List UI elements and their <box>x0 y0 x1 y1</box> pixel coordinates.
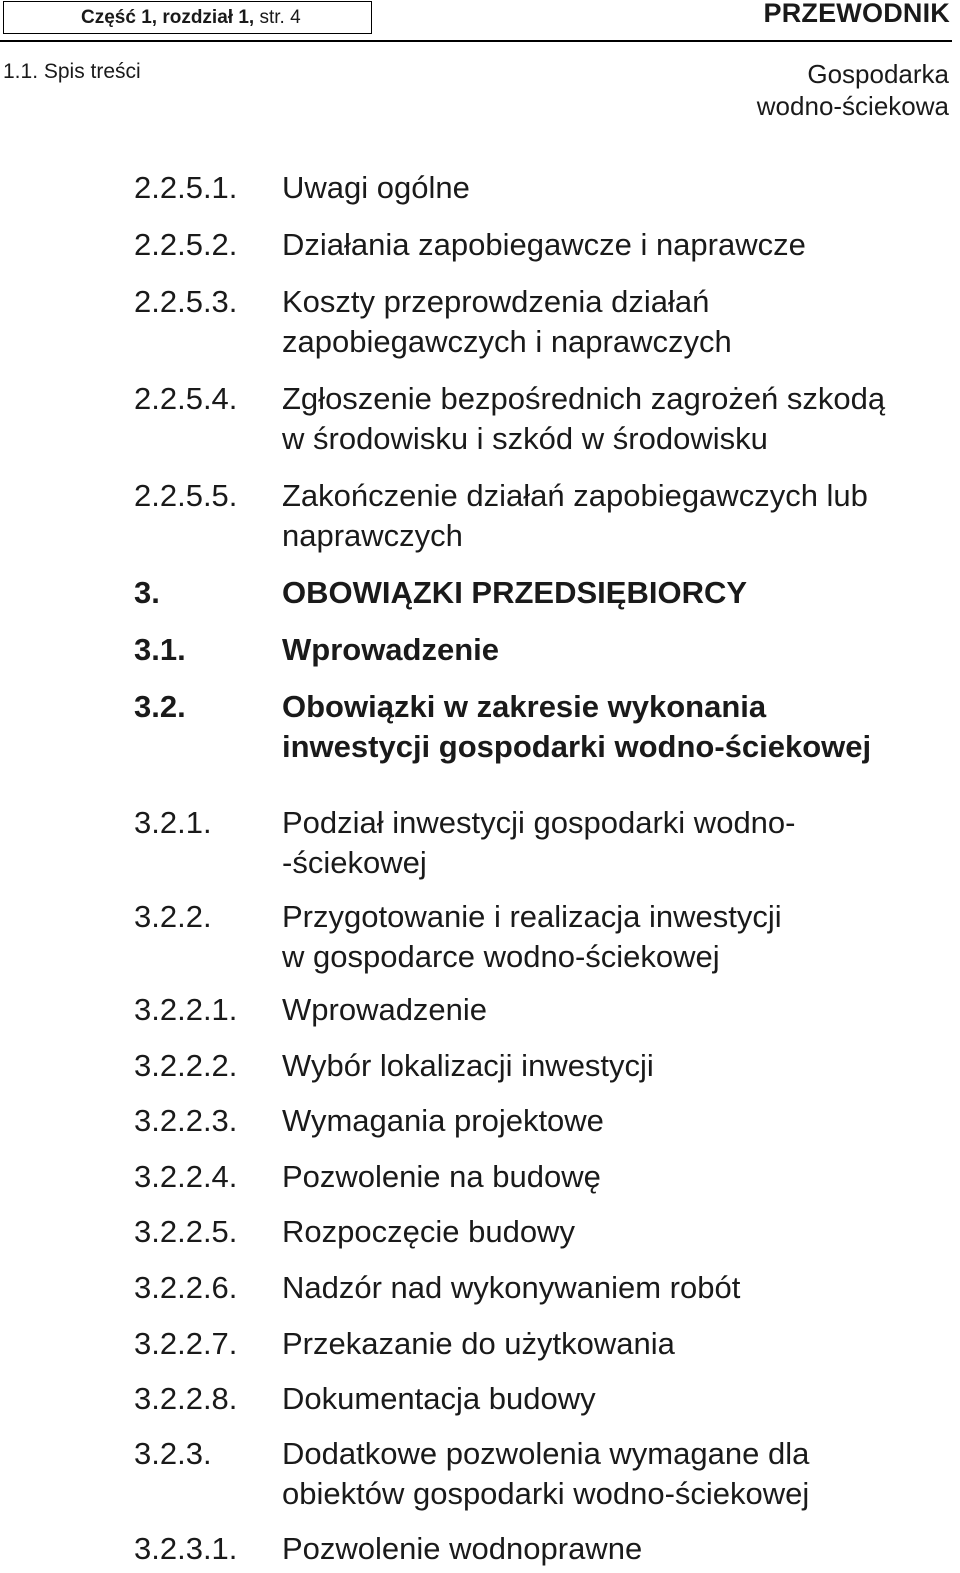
guide-title: PRZEWODNIK <box>763 0 950 28</box>
toc-number: 3.1. <box>134 632 186 667</box>
toc-number: 3. <box>134 575 160 610</box>
toc-number: 2.2.5.4. <box>134 381 238 416</box>
toc-number: 3.2.2.7. <box>134 1326 238 1361</box>
toc-number: 3.2.2. <box>134 899 212 934</box>
toc-number: 2.2.5.5. <box>134 478 238 513</box>
toc-title: Pozwolenie na budowę <box>282 1159 601 1194</box>
toc-title: Przygotowanie i realizacja inwestycji w gospodarce wodno-ściekowej <box>282 899 782 974</box>
toc-title: Nadzór nad wykonywaniem robót <box>282 1270 741 1305</box>
toc-title: OBOWIĄZKI PRZEDSIĘBIORCY <box>282 575 748 610</box>
toc-title: Zakończenie działań zapobiegawczych lub naprawczych <box>282 478 868 553</box>
toc-title: Wybór lokalizacji inwestycji <box>282 1048 654 1083</box>
toc-number: 2.2.5.3. <box>134 284 238 319</box>
toc-number: 3.2.2.2. <box>134 1048 238 1083</box>
toc-title: Uwagi ogólne <box>282 170 470 205</box>
toc-title: Wprowadzenie <box>282 992 488 1027</box>
toc-title: Dokumentacja budowy <box>282 1381 596 1416</box>
toc-title: Wprowadzenie <box>282 632 500 667</box>
toc-title: Działania zapobiegawcze i naprawcze <box>282 227 806 262</box>
toc-number: 3.2.2.8. <box>134 1381 238 1416</box>
toc-title: Koszty przeprowdzenia działań zapobiegawczych i naprawczych <box>282 284 732 359</box>
toc-number: 3.2.1. <box>134 805 212 840</box>
toc-title: Rozpoczęcie budowy <box>282 1214 575 1249</box>
toc-title: Zgłoszenie bezpośrednich zagrożeń szkodą w środowisku i szkód w środowisku <box>282 381 886 456</box>
toc-number: 3.2.2.1. <box>134 992 238 1027</box>
toc-title: Przekazanie do użytkowania <box>282 1326 675 1361</box>
page-reference: str. 4 <box>259 7 301 28</box>
toc-number: 2.2.5.2. <box>134 227 238 262</box>
toc-number: 3.2.3.1. <box>134 1531 238 1566</box>
toc-title: Pozwolenie wodnoprawne <box>282 1531 643 1566</box>
toc-number: 3.2. <box>134 689 186 724</box>
section-reference: Część 1, rozdział 1, <box>81 7 255 28</box>
subsection-title: 1.1. Spis treści <box>3 60 141 83</box>
toc-number: 3.2.2.4. <box>134 1159 238 1194</box>
toc-title: Podział inwestycji gospodarki wodno- -ściekowej <box>282 805 796 880</box>
toc-number: 3.2.3. <box>134 1436 212 1471</box>
topic-title: Gospodarka wodno-ściekowa <box>756 59 949 121</box>
toc-number: 2.2.5.1. <box>134 170 238 205</box>
toc-title: Dodatkowe pozwolenia wymagane dla obiektów gospodarki wodno-ściekowej <box>282 1436 810 1511</box>
toc-number: 3.2.2.3. <box>134 1103 238 1138</box>
toc-title: Wymagania projektowe <box>282 1103 604 1138</box>
toc-number: 3.2.2.6. <box>134 1270 238 1305</box>
toc-number: 3.2.2.5. <box>134 1214 238 1249</box>
toc-title: Obowiązki w zakresie wykonania inwestycji gospodarki wodno-ściekowej <box>282 689 872 764</box>
